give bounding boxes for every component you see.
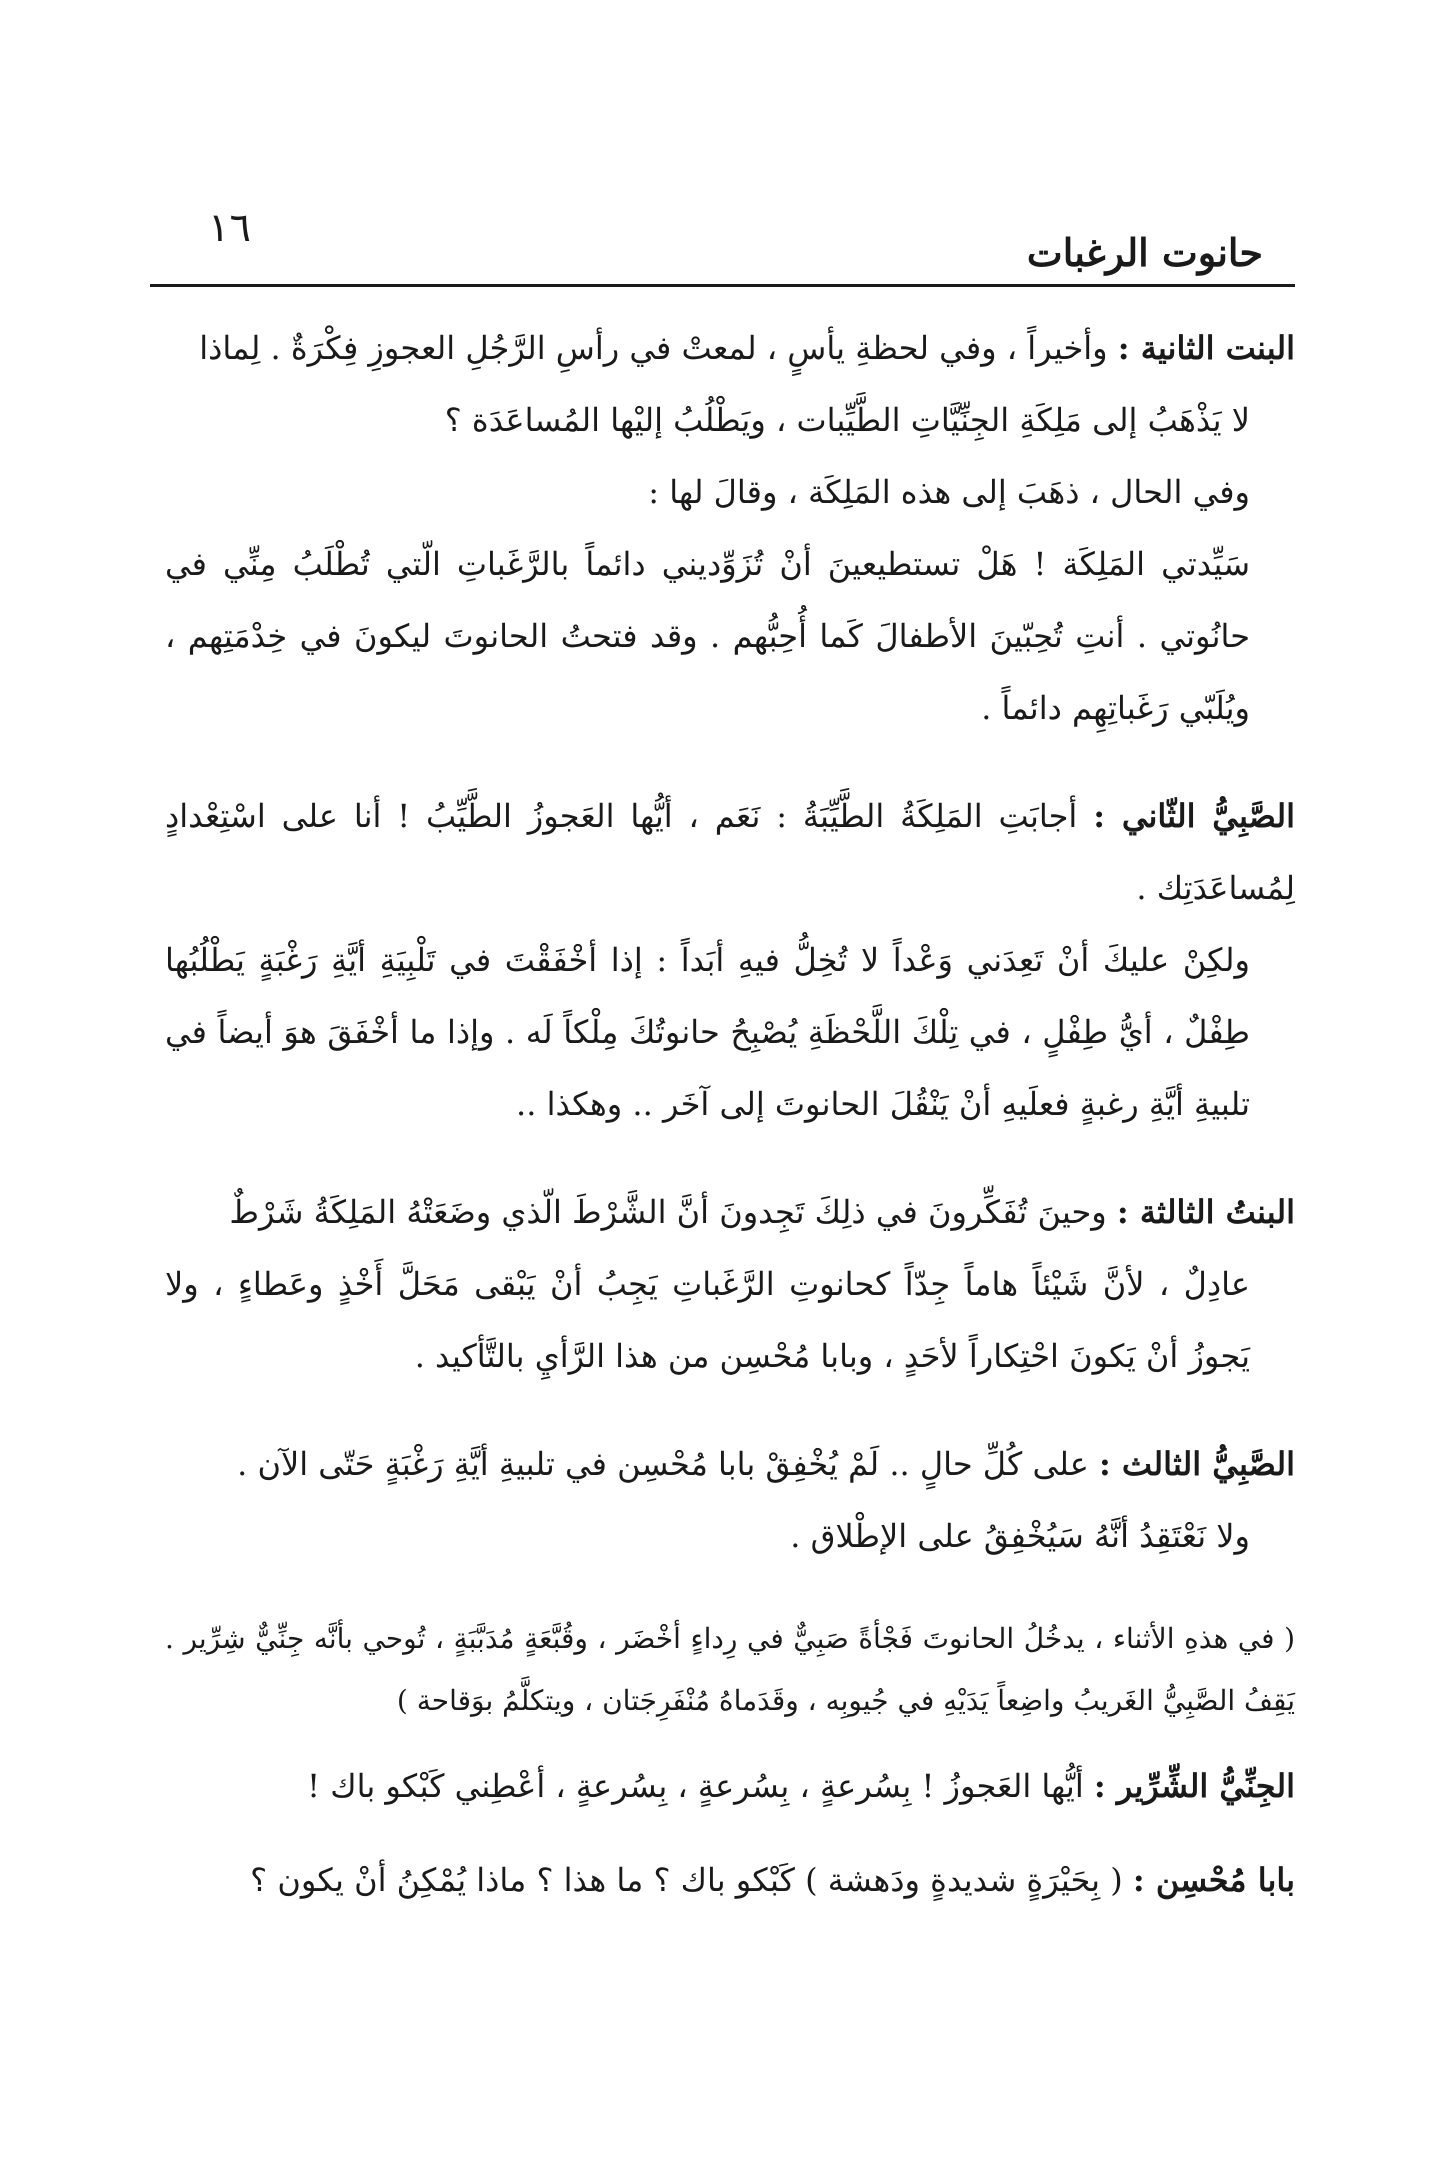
speaker-name: البنت الثانية : <box>1117 329 1295 367</box>
speech-line: عادِلٌ ، لأنَّ شَيْئاً هاماً جِدّاً كحانوتِ الرَّغَباتِ يَجِبُ أنْ يَبْقى مَحَلَّ أَخْذٍ وعَطاءٍ ، ولا يَجوزُ أنْ يَكونَ احْتِكاراً لأحَدٍ ، وبابا مُحْسِن من هذا الرَّأيِ بالتَّأكيد . <box>165 1265 1251 1375</box>
speaker-name: بابا مُحْسِن : <box>1132 1861 1295 1899</box>
speech-line: أيُّها العَجوزُ ! بِسُرعةٍ ، بِسُرعةٍ ، بِسُرعةٍ ، أعْطِني كَبْكو باك ! <box>307 1767 1084 1805</box>
speech-block <box>165 780 1295 1140</box>
speech-line: على كُلِّ حالٍ .. لَمْ يُخْفِقْ بابا مُحْسِن في تلبيةِ أيَّةِ رَغْبَةٍ حَتّى الآن . <box>237 1445 1089 1483</box>
speech-block <box>165 1176 1295 1392</box>
speaker-name: الجِنِّيُّ الشِّرِّير : <box>1093 1767 1295 1805</box>
speech-block <box>165 1844 1295 1916</box>
speech-line: ( بِحَيْرَةٍ شديدةٍ ودَهشة ) كَبْكو باك ؟ ما هذا ؟ ماذا يُمْكِنُ أنْ يكون ؟ <box>250 1861 1123 1899</box>
speech-block <box>165 312 1295 744</box>
speech-line: وأخيراً ، وفي لحظةِ يأسٍ ، لمعتْ في رأسِ الرَّجُلِ العجوزِ فِكْرَةٌ . لِماذا <box>199 329 1108 367</box>
speech-line: سَيِّدتي المَلِكَة ! هَلْ تستطيعينَ أنْ تُزَوِّديني دائماً بالرَّغَباتِ الّتي تُطْلَبُ مِنِّي في حانُوتي . أنتِ تُحِبّينَ الأطفالَ كَما أُحِبُّهم . وقد فتحتُ الحانوتَ ليكونَ في خِدْمَتِهم ، ويُلَبّي رَغَباتِهِم دائماً . <box>165 545 1250 727</box>
speech-line: لا يَذْهَبُ إلى مَلِكَةِ الجِنِّيَّاتِ الطَّيِّبات ، ويَطْلُبُ إليْها المُساعَدَة ؟ <box>444 401 1250 439</box>
speech-block <box>165 1428 1295 1572</box>
speech-line: ولا نَعْتَقِدُ أنَّهُ سَيُخْفِقُ على الإطْلاق . <box>790 1517 1250 1555</box>
speech-line: وفي الحال ، ذهَبَ إلى هذه المَلِكَة ، وقالَ لها : <box>648 473 1250 511</box>
speaker-name: البنتُ الثالثة : <box>1116 1193 1295 1231</box>
play-text <box>165 312 1295 1952</box>
speech-line: أجابَتِ المَلِكَةُ الطَّيِّبَةُ : نَعَم ، أيُّها العَجوزُ الطَّيِّبُ ! أنا على اسْتِعْدادٍ لِمُساعَدَتِك . <box>165 797 1295 907</box>
speaker-name: الصَّبِيُّ الثّاني : <box>1093 797 1296 835</box>
running-title: حانوت الرغبات <box>1026 230 1263 275</box>
page-number: ١٦ <box>208 205 251 251</box>
stage-direction: ( في هذهِ الأثناء ، يدخُلُ الحانوتَ فَجْأةً صَبِيٌّ في رِداءٍ أخْضَر ، وقُبَّعَةٍ مُدَبَّبَةٍ ، تُوحي بأنَّه جِنِّيٌّ شِرِّير . يَقِفُ الصَّبِيُّ الغَريبُ واضِعاً يَدَيْهِ في جُيوبِه ، وقَدَماهُ مُنْفَرِجَتان ، ويتكلَّمُ بوَقاحة ) <box>165 1622 1295 1717</box>
speech-line: وحينَ تُفَكِّرونَ في ذلِكَ تَجِدونَ أنَّ الشَّرْطَ الّذي وضَعَتْهُ المَلِكَةُ شَرْطٌ <box>229 1193 1107 1231</box>
speech-block <box>165 1750 1295 1822</box>
header-rule <box>150 284 1295 287</box>
speaker-name: الصَّبِيُّ الثالث : <box>1098 1445 1295 1483</box>
speech-line: ولكِنْ عليكَ أنْ تَعِدَني وَعْداً لا تُخِلُّ فيهِ أبَداً : إذا أخْفَقْتَ في تَلْبِيَةِ أيَّةِ رَغْبَةٍ يَطْلُبُها طِفْلٌ ، أيُّ طِفْلٍ ، في تِلْكَ اللَّحْظَةِ يُصْبِحُ حانوتُكَ مِلْكاً لَه . وإذا ما أخْفَقَ هوَ أيضاً في تلبيةِ أيَّةِ رغبةٍ فعلَيهِ أنْ يَنْقُلَ الحانوتَ إلى آخَر .. وهكذا .. <box>165 941 1251 1123</box>
